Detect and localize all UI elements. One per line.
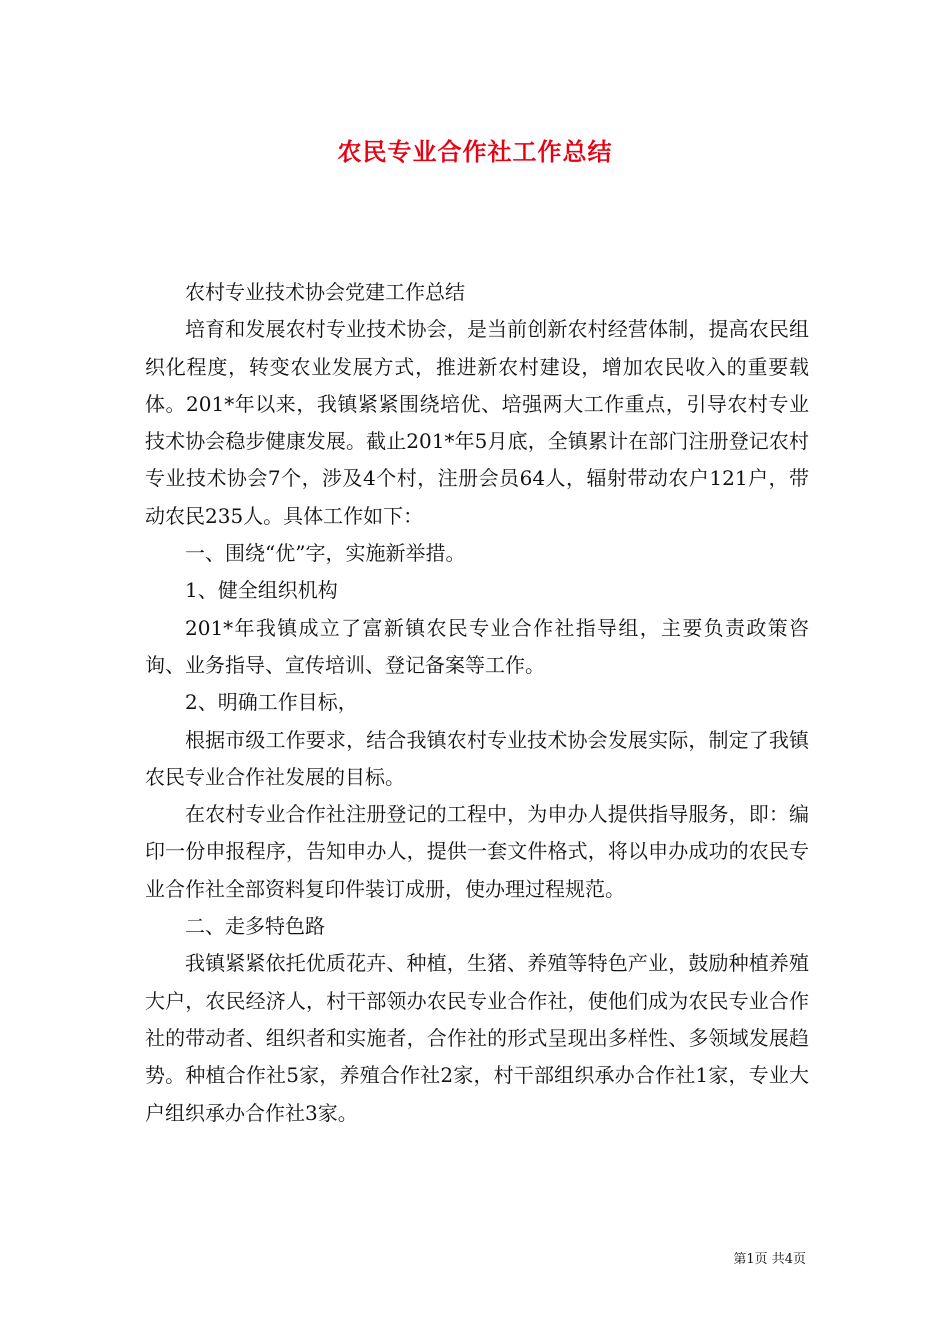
subsection-heading: 2、明确工作目标， xyxy=(185,690,358,715)
section-heading: 二、走多特色路 xyxy=(185,914,325,939)
page-number-footer: 第1页 共4页 xyxy=(733,1252,806,1267)
document-title: 农民专业合作社工作总结 xyxy=(337,138,613,166)
body-paragraph: 根据市级工作要求，结合我镇农村专业技术协会发展实际，制定了我镇农民专业合作社发展的目标。 xyxy=(145,727,809,789)
body-paragraph: 在农村专业合作社注册登记的工程中，为申办人提供指导服务，即：编印一份申报程序，告知申办人，提供一套文件格式，将以申办成功的农民专业合作社全部资料复印件装订成册，使办理过程规范。 xyxy=(145,802,809,901)
section-heading: 一、围绕“优”字，实施新举措。 xyxy=(185,541,466,566)
body-paragraph: 培育和发展农村专业技术协会，是当前创新农村经营体制，提高农民组织化程度，转变农业发展方式，推进新农村建设，增加农民收入的重要载体。201*年以来，我镇紧紧围绕培优、培强两大工作重点，引导农村专业技术协会稳步健康发展。截止201*年5月底，全镇累计在部门注册登记农村专业技术协会7个，涉及4个村，注册会员64人，辐射带动农户121户，带动农民235人。具体工作如下： xyxy=(145,317,809,528)
document-body xyxy=(145,274,809,1132)
body-paragraph: 201*年我镇成立了富新镇农民专业合作社指导组，主要负责政策咨询、业务指导、宣传培训、登记备案等工作。 xyxy=(145,615,809,677)
subsection-heading: 1、健全组织机构 xyxy=(185,578,338,603)
body-paragraph: 我镇紧紧依托优质花卉、种植，生猪、养殖等特色产业，鼓励种植养殖大户，农民经济人，村干部领办农民专业合作社，使他们成为农民专业合作社的带动者、组织者和实施者，合作社的形式呈现出多样性、多领域发展趋势。种植合作社5家，养殖合作社2家，村干部组织承办合作社1家，专业大户组织承办合作社3家。 xyxy=(145,951,809,1125)
section-heading: 农村专业技术协会党建工作总结 xyxy=(185,280,465,304)
